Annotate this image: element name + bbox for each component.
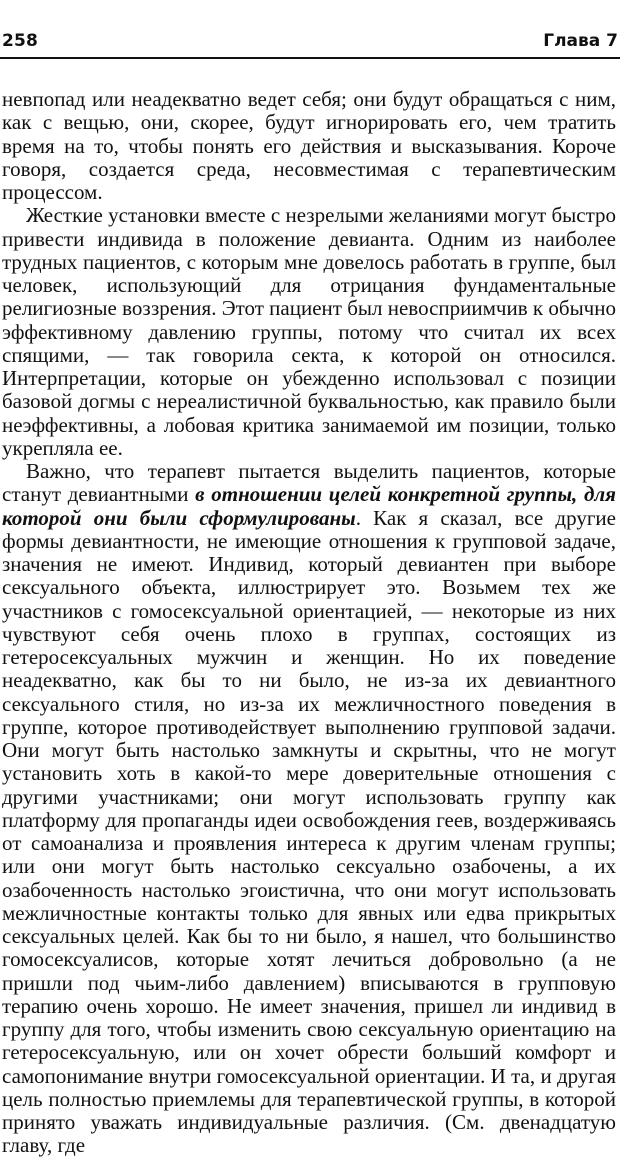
paragraph-3-text-before: Важно, что терапевт пытается выделить пациентов, которые станут девиантными [2, 459, 616, 507]
chapter-title: Глава 7 [543, 31, 618, 51]
paragraph-3-text-after: . Как я сказал, все другие формы девиантности, не имеющие отношения к групповой задаче, значения не имеют. Индивид, который девиантен при выборе сексуального объекта, иллюстрирует это. Возьмем тех же участников с гомосексуальной ориентацией, — некоторые из них чувствуют себя очень плохо в группах, состоящих из гетеросексуальных мужчин и женщин. Но их поведение неадекватно, как бы то ни было, не из-за их девиантного сексуального стиля, но из-за их межличностного поведения в группе, которое противодействует выполнению групповой задачи. Они могут быть настолько замкнуты и скрытны, что не могут установить хоть в какой-то мере доверительные отношения с другими участниками; они могут использовать группу как платформу для пропаганды идеи освобождения геев, воздерживаясь от самоанализа и проявления интереса к другим членам группы; или они могут быть настолько сексуально озабочены, а их озабоченность настолько эгоистична, что они могут использовать межличностные контакты только для явных или едва прикрытых сексуальных целей. Как бы то ни было, я нашел, что большинство гомосексуалисов, которые хотят лечиться добровольно (а не пришли под чьим-либо давлением) вписываются в групповую терапию очень хорошо. Не имеет значения, пришел ли индивид в группу для того, чтобы изменить свою сексуальную ориентацию на гетеросексуальную, или он хочет обрести больший комфорт и самопонимание внутри гомосексуальной ориентации. И та, и другая цель полностью приемлемы для терапевтической группы, в которой принято уважать индивидуальные различия. (См. двенадцатую главу, где [2, 505, 616, 1158]
paragraph-3 [2, 460, 616, 1158]
paragraph-1 [2, 88, 616, 204]
paragraph-1-text: невпопад или неадекватно ведет себя; они будут обращаться с ним, как с вещью, они, скорее, будут игнорировать его, чем тратить время на то, чтобы понять его действия и высказывания. Короче говоря, создается среда, несовместимая с терапевтическим процессом. [2, 87, 616, 204]
page-number: 258 [2, 31, 39, 51]
body-text [2, 88, 616, 1158]
paragraph-2 [2, 204, 616, 460]
header-rule [0, 57, 620, 59]
running-header [0, 30, 620, 56]
paragraph-3-emphasis: в отношении целей конкретной группы, для которой они были сформулированы [2, 482, 616, 530]
paragraph-2-text: Жесткие установки вместе с незрелыми желаниями могут быстро привести индивида в положение девианта. Одним из наиболее трудных пациентов, с которым мне довелось работать в группе, был человек, использующий для отрицания фундаментальные религиозные воззрения. Этот пациент был невосприимчив к обычно эффективному давлению группы, потому что считал их всех спящими, — так говорила секта, к которой он относился. Интерпретации, которые он убежденно использовал с позиции базовой догмы с нереалистичной буквальностью, как правило были неэффективны, а лобовая критика занимаемой им позиции, только укрепляла ее. [2, 203, 616, 460]
